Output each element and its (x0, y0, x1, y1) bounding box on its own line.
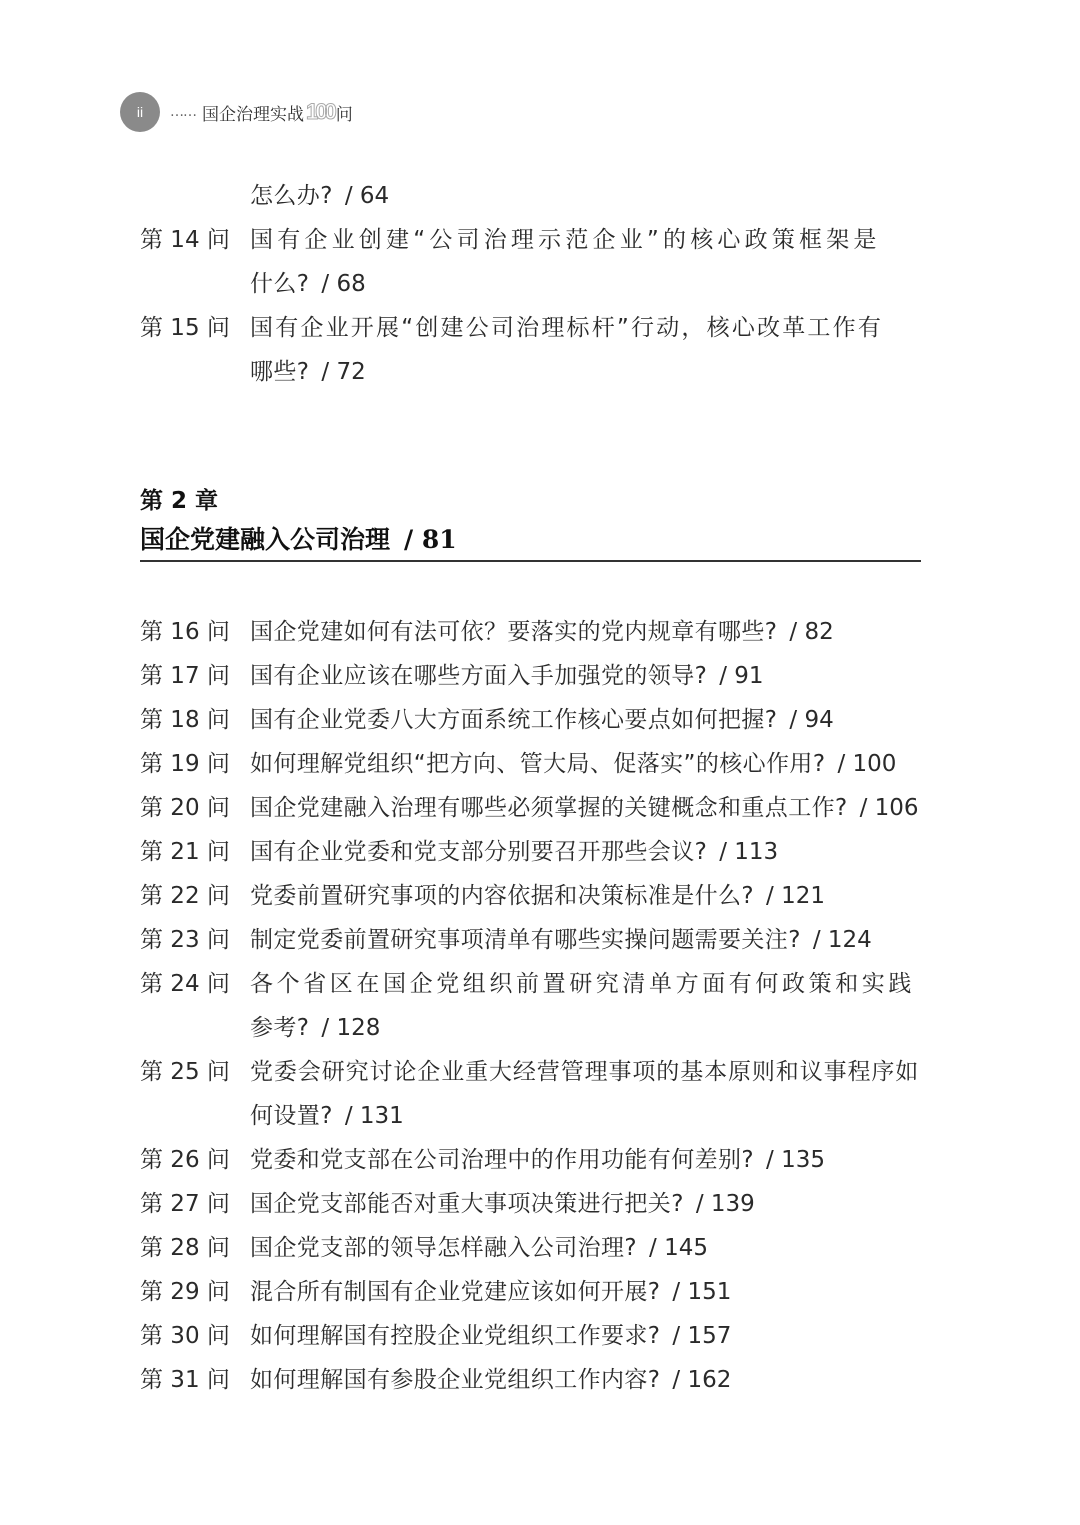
entry-page: / 64 (344, 183, 390, 209)
running-header (120, 92, 353, 132)
entry-page: / 100 (837, 751, 897, 777)
toc-entry[interactable] (0, 262, 1080, 306)
toc-entry[interactable] (0, 174, 1080, 218)
entry-page: / 128 (321, 1015, 381, 1041)
toc-entry[interactable] (0, 1358, 1080, 1402)
entry-page: / 157 (672, 1323, 732, 1349)
entry-page: / 135 (766, 1147, 825, 1173)
header-dots: …… (170, 104, 196, 120)
page-number: ii (136, 104, 144, 120)
page-number-badge (120, 92, 160, 132)
toc-entry[interactable] (0, 742, 1080, 786)
toc-entry[interactable] (0, 218, 1080, 262)
entry-number: 第 31 问 (140, 1367, 230, 1393)
entry-number: 第 24 问 (140, 971, 230, 997)
entry-title: 国有企业创建“公司治理示范企业”的核心政策框架是 (250, 227, 881, 253)
toc-entry[interactable] (0, 1226, 1080, 1270)
toc-entry[interactable] (0, 1182, 1080, 1226)
toc-entry[interactable] (0, 962, 1080, 1006)
entry-number: 第 20 问 (140, 795, 230, 821)
entry-title: 参考? / 128 (250, 1015, 381, 1041)
entry-number: 第 26 问 (140, 1147, 230, 1173)
chapter-label: 第 2 章 (140, 488, 219, 514)
toc-entry[interactable] (0, 350, 1080, 394)
entry-page: / 82 (789, 619, 834, 645)
toc-entry[interactable] (0, 786, 1080, 830)
entry-title: 党委和党支部在公司治理中的作用功能有何差别? / 135 (250, 1147, 825, 1173)
entry-number: 第 21 问 (140, 839, 230, 865)
chapter-divider (140, 560, 921, 562)
entry-title: 各个省区在国企党组织前置研究清单方面有何政策和实践 (250, 971, 915, 997)
entry-page: / 131 (344, 1103, 404, 1129)
entry-page: / 162 (672, 1367, 732, 1393)
entry-title: 国有企业党委和党支部分别要召开那些会议? / 113 (250, 839, 779, 865)
toc-entry[interactable] (0, 1270, 1080, 1314)
entry-page: / 68 (321, 271, 366, 297)
entry-page: / 113 (719, 839, 779, 865)
toc-entry[interactable] (0, 1314, 1080, 1358)
entry-number: 第 17 问 (140, 663, 230, 689)
toc-entry[interactable] (0, 698, 1080, 742)
entry-number: 第 18 问 (140, 707, 230, 733)
entry-title: 哪些? / 72 (250, 359, 366, 385)
book-title-prefix: 国企治理实战 (202, 104, 304, 125)
entry-number: 第 23 问 (140, 927, 230, 953)
entry-title: 何设置? / 131 (250, 1103, 404, 1129)
entry-title: 如何理解国有参股企业党组织工作内容? / 162 (250, 1367, 732, 1393)
entry-number: 第 27 问 (140, 1191, 230, 1217)
entry-title: 国有企业党委八大方面系统工作核心要点如何把握? / 94 (250, 707, 834, 733)
toc-entry[interactable] (0, 654, 1080, 698)
entry-title: 国有企业开展“创建公司治理标杆”行动，核心改革工作有 (250, 315, 884, 341)
entry-number: 第 22 问 (140, 883, 230, 909)
chapter-title[interactable]: 国企党建融入公司治理 / 81 (140, 525, 457, 554)
book-title-number: 100 (306, 99, 334, 124)
entry-number: 第 30 问 (140, 1323, 230, 1349)
toc-entry[interactable] (0, 1050, 1080, 1094)
toc-entry[interactable] (0, 610, 1080, 654)
entry-title: 什么? / 68 (250, 271, 366, 297)
toc-entry[interactable] (0, 1094, 1080, 1138)
toc-entry[interactable] (0, 1006, 1080, 1050)
toc-entry[interactable] (0, 306, 1080, 350)
entry-page: / 151 (672, 1279, 732, 1305)
chapter-page: / 81 (404, 525, 457, 554)
entry-number: 第 14 问 (140, 227, 230, 253)
entry-page: / 145 (649, 1235, 708, 1261)
entry-title: 怎么办? / 64 (250, 183, 390, 209)
toc-entry[interactable] (0, 830, 1080, 874)
entry-title: 如何理解国有控股企业党组织工作要求? / 157 (250, 1323, 732, 1349)
entry-number: 第 16 问 (140, 619, 230, 645)
toc-entry[interactable] (0, 874, 1080, 918)
entry-page: / 124 (812, 927, 872, 953)
entry-title: 国企党支部能否对重大事项决策进行把关? / 139 (250, 1191, 755, 1217)
toc-entry[interactable] (0, 918, 1080, 962)
entry-number: 第 28 问 (140, 1235, 230, 1261)
entry-title: 制定党委前置研究事项清单有哪些实操问题需要关注? / 124 (250, 927, 872, 953)
toc-entry[interactable] (0, 1138, 1080, 1182)
entry-title: 国企党建如何有法可依？要落实的党内规章有哪些? / 82 (250, 619, 834, 645)
entry-page: / 106 (859, 795, 919, 821)
entry-title: 混合所有制国有企业党建应该如何开展? / 151 (250, 1279, 732, 1305)
entry-title: 国企党支部的领导怎样融入公司治理? / 145 (250, 1235, 708, 1261)
entry-page: / 91 (719, 663, 764, 689)
entry-title: 党委前置研究事项的内容依据和决策标准是什么? / 121 (250, 883, 825, 909)
entry-number: 第 25 问 (140, 1059, 230, 1085)
entry-page: / 121 (766, 883, 825, 909)
entry-page: / 139 (695, 1191, 755, 1217)
entry-title: 国有企业应该在哪些方面入手加强党的领导? / 91 (250, 663, 764, 689)
entry-title: 如何理解党组织“把方向、管大局、促落实”的核心作用? / 100 (250, 751, 897, 777)
entry-number: 第 15 问 (140, 315, 230, 341)
book-title-suffix: 问 (335, 104, 353, 125)
entry-number: 第 29 问 (140, 1279, 230, 1305)
entry-page: / 72 (321, 359, 366, 385)
entry-page: / 94 (789, 707, 834, 733)
entry-title: 党委会研究讨论企业重大经营管理事项的基本原则和议事程序如 (250, 1059, 920, 1085)
book-title (202, 99, 353, 125)
entry-number: 第 19 问 (140, 751, 230, 777)
entry-title: 国企党建融入治理有哪些必须掌握的关键概念和重点工作? / 106 (250, 795, 919, 821)
